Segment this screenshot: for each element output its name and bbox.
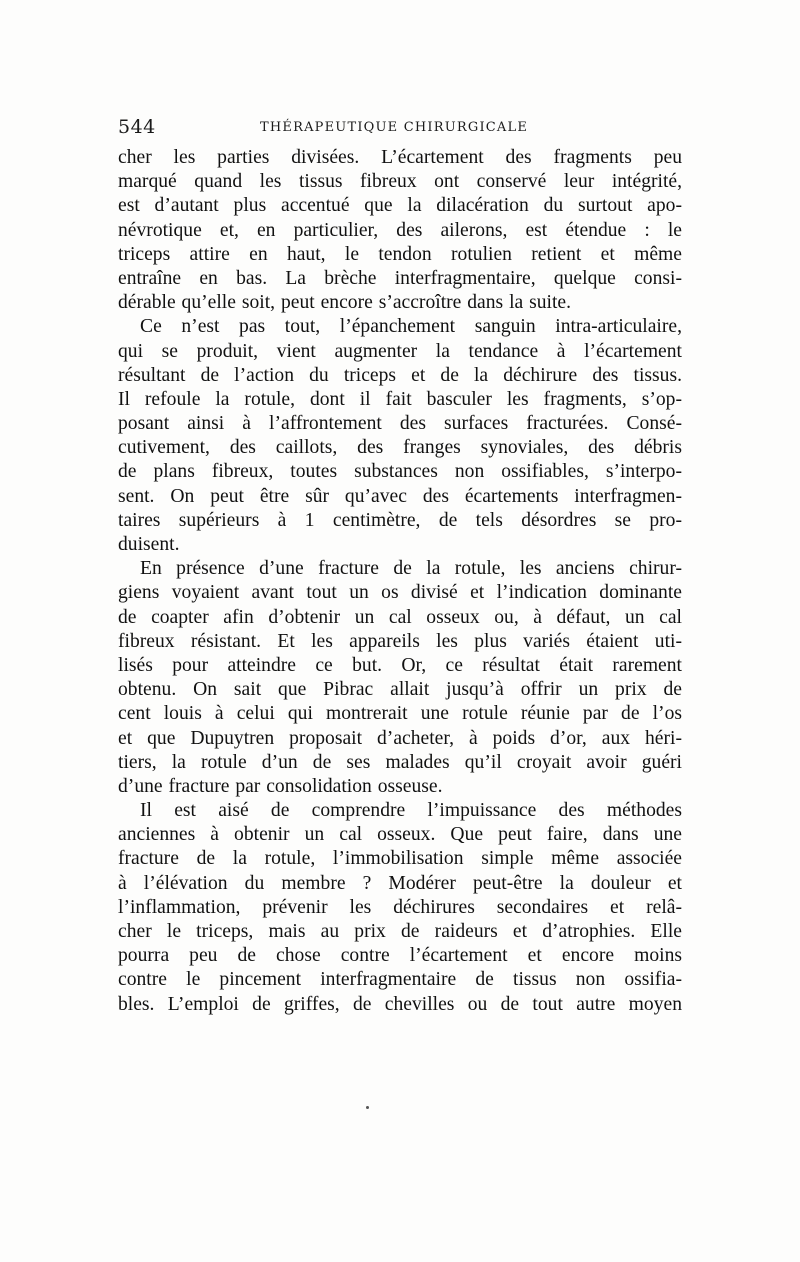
text-line: et que Dupuytren proposait d’acheter, à poids d’or, aux héri- [118, 727, 682, 749]
text-line: d’une fracture par consolidation osseuse. [118, 775, 443, 797]
text-line: contre le pincement interfragmentaire de tissus non ossifia- [118, 969, 682, 991]
text-line: fracture de la rotule, l’immobilisation simple même associée [118, 848, 682, 870]
text-line: est d’autant plus accentué que la dilacération du surtout apo- [118, 195, 682, 217]
text-line: tiers, la rotule d’un de ses malades qu’il croyait avoir guéri [118, 751, 682, 773]
text-line: à l’élévation du membre ? Modérer peut-être la douleur et [118, 872, 682, 894]
text-line: lisés pour atteindre ce but. Or, ce résultat était rarement [118, 654, 682, 676]
text-line: dérable qu’elle soit, peut encore s’accroître dans la suite. [118, 292, 572, 314]
text-line: l’inflammation, prévenir les déchirures secondaires et relâ- [118, 896, 682, 918]
text-line: sent. On peut être sûr qu’avec des écartements interfragmen- [118, 485, 682, 507]
text-line: entraîne en bas. La brèche interfragmentaire, quelque consi- [118, 267, 682, 289]
text-line: névrotique et, en particulier, des ailerons, est étendue : le [118, 219, 682, 241]
body-text [118, 146, 682, 1017]
text-line: Il est aisé de comprendre l’impuissance des méthodes [140, 800, 682, 822]
text-line: cher le triceps, mais au prix de raideurs et d’atrophies. Elle [118, 921, 682, 942]
text-line: triceps attire en haut, le tendon rotulien retient et même [118, 243, 682, 265]
running-title: THÉRAPEUTIQUE CHIRURGICALE [260, 120, 529, 135]
text-line: Il refoule la rotule, dont il fait basculer les fragments, s’op- [118, 388, 682, 410]
page-number: 544 [118, 116, 156, 138]
text-line: posant ainsi à l’affrontement des surfaces fracturées. Consé- [118, 413, 682, 435]
text-line: fibreux résistant. Et les appareils les plus variés étaient uti- [118, 630, 682, 652]
text-line: bles. L’emploi de griffes, de chevilles ou de tout autre moyen [118, 993, 682, 1015]
text-line: anciennes à obtenir un cal osseux. Que peut faire, dans une [118, 824, 682, 846]
text-line: pourra peu de chose contre l’écartement et encore moins [118, 945, 682, 967]
text-line: obtenu. On sait que Pibrac allait jusqu’à offrir un prix de [118, 679, 682, 701]
text-line: taires supérieurs à 1 centimètre, de tels désordres se pro- [118, 509, 682, 531]
text-line: résultant de l’action du triceps et de la déchirure des tissus. [118, 364, 682, 386]
text-line: qui se produit, vient augmenter la tendance à l’écartement [118, 340, 682, 362]
text-line: cutivement, des caillots, des franges synoviales, des débris [118, 437, 682, 459]
page-header [118, 116, 684, 140]
text-line: de coapter afin d’obtenir un cal osseux ou, à défaut, un cal [118, 606, 682, 628]
text-line: cent louis à celui qui montrerait une rotule réunie par de l’os [118, 703, 682, 725]
text-line: Ce n’est pas tout, l’épanchement sanguin intra-articulaire, [140, 316, 682, 338]
text-line: cher les parties divisées. L’écartement des fragments peu [118, 147, 682, 168]
text-line: giens voyaient avant tout un os divisé et l’indication dominante [118, 582, 682, 604]
print-speck [366, 1106, 369, 1109]
text-line: marqué quand les tissus fibreux ont conservé leur intégrité, [118, 171, 682, 193]
text-line: En présence d’une fracture de la rotule, les anciens chirur- [140, 558, 682, 580]
text-line: de plans fibreux, toutes substances non ossifiables, s’interpo- [118, 461, 682, 483]
text-line: duisent. [118, 534, 180, 555]
